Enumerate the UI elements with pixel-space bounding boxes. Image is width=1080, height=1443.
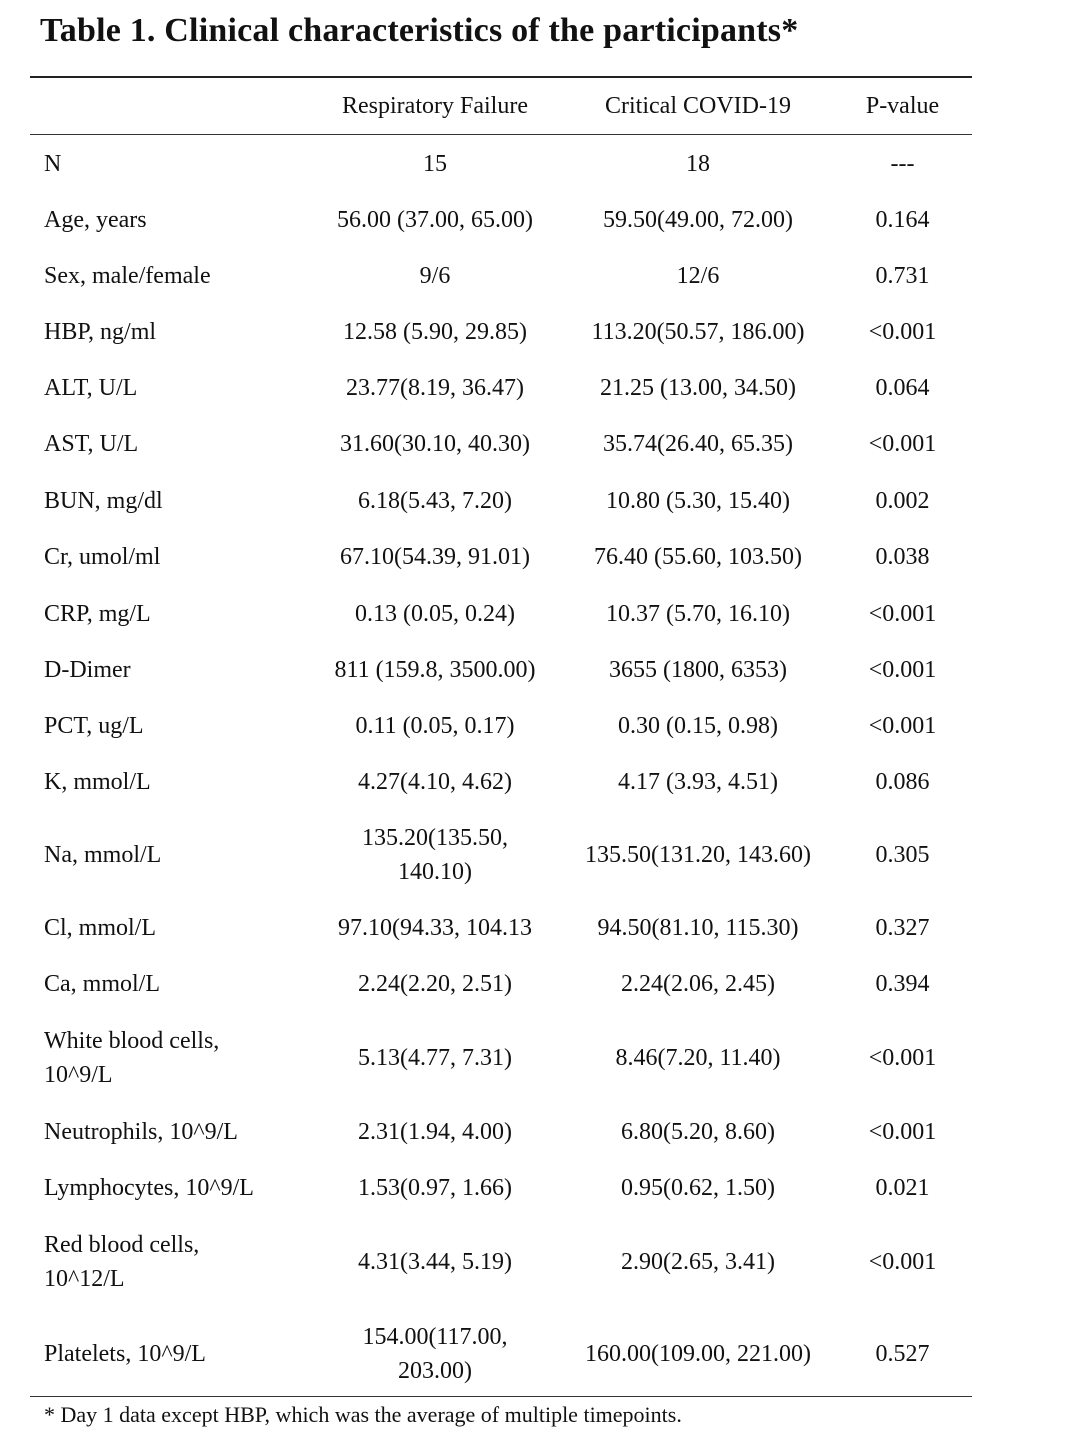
table-row: [0, 956, 1000, 1012]
table-row: [0, 530, 1000, 584]
respiratory-failure-value: 811 (159.8, 3500.00): [334, 657, 536, 683]
row-label: AST, U/L: [44, 431, 139, 457]
p-value: 0.038: [875, 544, 930, 570]
respiratory-failure-value: 4.27(4.10, 4.62): [358, 769, 512, 795]
critical-covid-value: 8.46(7.20, 11.40): [615, 1045, 781, 1071]
p-value: 0.021: [875, 1175, 930, 1201]
critical-covid-value: 135.50(131.20, 143.60): [585, 842, 811, 868]
table-row: [0, 810, 1000, 900]
table-row: [0, 586, 1000, 642]
respiratory-failure-value: 56.00 (37.00, 65.00): [337, 207, 533, 233]
critical-covid-value: 2.90(2.65, 3.41): [621, 1249, 775, 1275]
p-value: <0.001: [868, 1045, 937, 1071]
row-label: Neutrophils, 10^9/L: [44, 1119, 238, 1145]
respiratory-failure-value: 2.31(1.94, 4.00): [358, 1119, 512, 1145]
table-row: [0, 900, 1000, 956]
respiratory-failure-value: 31.60(30.10, 40.30): [340, 431, 530, 457]
critical-covid-value: 12/6: [676, 263, 720, 289]
row-label: D-Dimer: [44, 657, 131, 683]
table-row: [0, 192, 1000, 248]
critical-covid-value: 3655 (1800, 6353): [609, 657, 787, 683]
row-label: CRP, mg/L: [44, 601, 151, 627]
row-label: HBP, ng/ml: [44, 319, 157, 345]
p-value: 0.164: [875, 207, 930, 233]
critical-covid-value: 21.25 (13.00, 34.50): [600, 375, 796, 401]
table-row: [0, 360, 1000, 416]
respiratory-failure-value: 9/6: [419, 263, 451, 289]
header-rule: [30, 134, 972, 135]
respiratory-failure-value: 135.20(135.50, 140.10): [362, 825, 508, 885]
critical-covid-value: 10.80 (5.30, 15.40): [606, 488, 790, 514]
critical-covid-value: 18: [686, 151, 710, 177]
table-row: [0, 1104, 1000, 1160]
respiratory-failure-value: 6.18(5.43, 7.20): [358, 488, 512, 514]
table-row: [0, 304, 1000, 360]
row-label: Cl, mmol/L: [44, 915, 157, 941]
respiratory-failure-value: 2.24(2.20, 2.51): [358, 971, 512, 997]
critical-covid-value: 6.80(5.20, 8.60): [621, 1119, 775, 1145]
respiratory-failure-value: 0.13 (0.05, 0.24): [355, 601, 515, 627]
p-value: <0.001: [868, 431, 937, 457]
p-value: <0.001: [868, 1119, 937, 1145]
critical-covid-value: 0.95(0.62, 1.50): [621, 1175, 775, 1201]
p-value: <0.001: [868, 319, 937, 345]
p-value: <0.001: [868, 713, 937, 739]
table-row: [0, 1216, 1000, 1308]
critical-covid-value: 94.50(81.10, 115.30): [597, 915, 799, 941]
header-critical-covid: Critical COVID-19: [605, 92, 791, 119]
respiratory-failure-value: 67.10(54.39, 91.01): [340, 544, 530, 570]
critical-covid-value: 113.20(50.57, 186.00): [591, 319, 805, 345]
table-row: [0, 248, 1000, 304]
critical-covid-value: 4.17 (3.93, 4.51): [618, 769, 778, 795]
critical-covid-value: 2.24(2.06, 2.45): [621, 971, 775, 997]
critical-covid-value: 35.74(26.40, 65.35): [603, 431, 793, 457]
respiratory-failure-value: 23.77(8.19, 36.47): [346, 375, 524, 401]
table-row: [0, 136, 1000, 192]
p-value: 0.305: [875, 842, 930, 868]
header-p-value: P-value: [865, 92, 940, 119]
p-value: 0.327: [875, 915, 930, 941]
row-label: Platelets, 10^9/L: [44, 1341, 206, 1367]
row-label: K, mmol/L: [44, 769, 151, 795]
p-value: <0.001: [868, 1249, 937, 1275]
table-footnote: * Day 1 data except HBP, which was the average of multiple timepoints.: [44, 1402, 682, 1427]
critical-covid-value: 10.37 (5.70, 16.10): [606, 601, 790, 627]
table-row: [0, 472, 1000, 530]
table-row: [0, 698, 1000, 754]
p-value: ---: [890, 151, 915, 177]
row-label: ALT, U/L: [44, 375, 138, 401]
table-row: [0, 1308, 1000, 1400]
row-label: Red blood cells, 10^12/L: [44, 1232, 200, 1292]
row-label: PCT, ug/L: [44, 713, 144, 739]
row-label: N: [44, 151, 62, 177]
critical-covid-value: 76.40 (55.60, 103.50): [594, 544, 802, 570]
critical-covid-value: 59.50(49.00, 72.00): [603, 207, 793, 233]
critical-covid-value: 160.00(109.00, 221.00): [585, 1341, 811, 1367]
table-title: Table 1. Clinical characteristics of the participants*: [40, 12, 799, 49]
p-value: 0.002: [875, 488, 930, 514]
row-label: Lymphocytes, 10^9/L: [44, 1175, 254, 1201]
header-respiratory-failure: Respiratory Failure: [342, 92, 528, 119]
p-value: 0.394: [875, 971, 930, 997]
p-value: <0.001: [868, 601, 937, 627]
table-row: [0, 754, 1000, 810]
bottom-rule: [30, 1396, 972, 1397]
respiratory-failure-value: 154.00(117.00, 203.00): [362, 1324, 508, 1384]
respiratory-failure-value: 5.13(4.77, 7.31): [358, 1045, 512, 1071]
critical-covid-value: 0.30 (0.15, 0.98): [618, 713, 778, 739]
p-value: 0.527: [875, 1341, 930, 1367]
table-row: [0, 642, 1000, 698]
p-value: <0.001: [868, 657, 937, 683]
row-label: BUN, mg/dl: [44, 488, 163, 514]
table-row: [0, 1012, 1000, 1104]
row-label: Cr, umol/ml: [44, 544, 161, 570]
row-label: Ca, mmol/L: [44, 971, 160, 997]
row-label: White blood cells, 10^9/L: [44, 1028, 220, 1088]
row-label: Sex, male/female: [44, 263, 211, 289]
table-row: [0, 416, 1000, 472]
p-value: 0.064: [875, 375, 930, 401]
table-row: [0, 1160, 1000, 1216]
respiratory-failure-value: 97.10(94.33, 104.13: [338, 915, 532, 941]
respiratory-failure-value: 1.53(0.97, 1.66): [358, 1175, 512, 1201]
p-value: 0.731: [875, 263, 930, 289]
row-label: Age, years: [44, 207, 147, 233]
respiratory-failure-value: 0.11 (0.05, 0.17): [355, 713, 515, 739]
respiratory-failure-value: 15: [423, 151, 447, 177]
respiratory-failure-value: 12.58 (5.90, 29.85): [343, 319, 527, 345]
respiratory-failure-value: 4.31(3.44, 5.19): [358, 1249, 512, 1275]
row-label: Na, mmol/L: [44, 842, 162, 868]
p-value: 0.086: [875, 769, 930, 795]
